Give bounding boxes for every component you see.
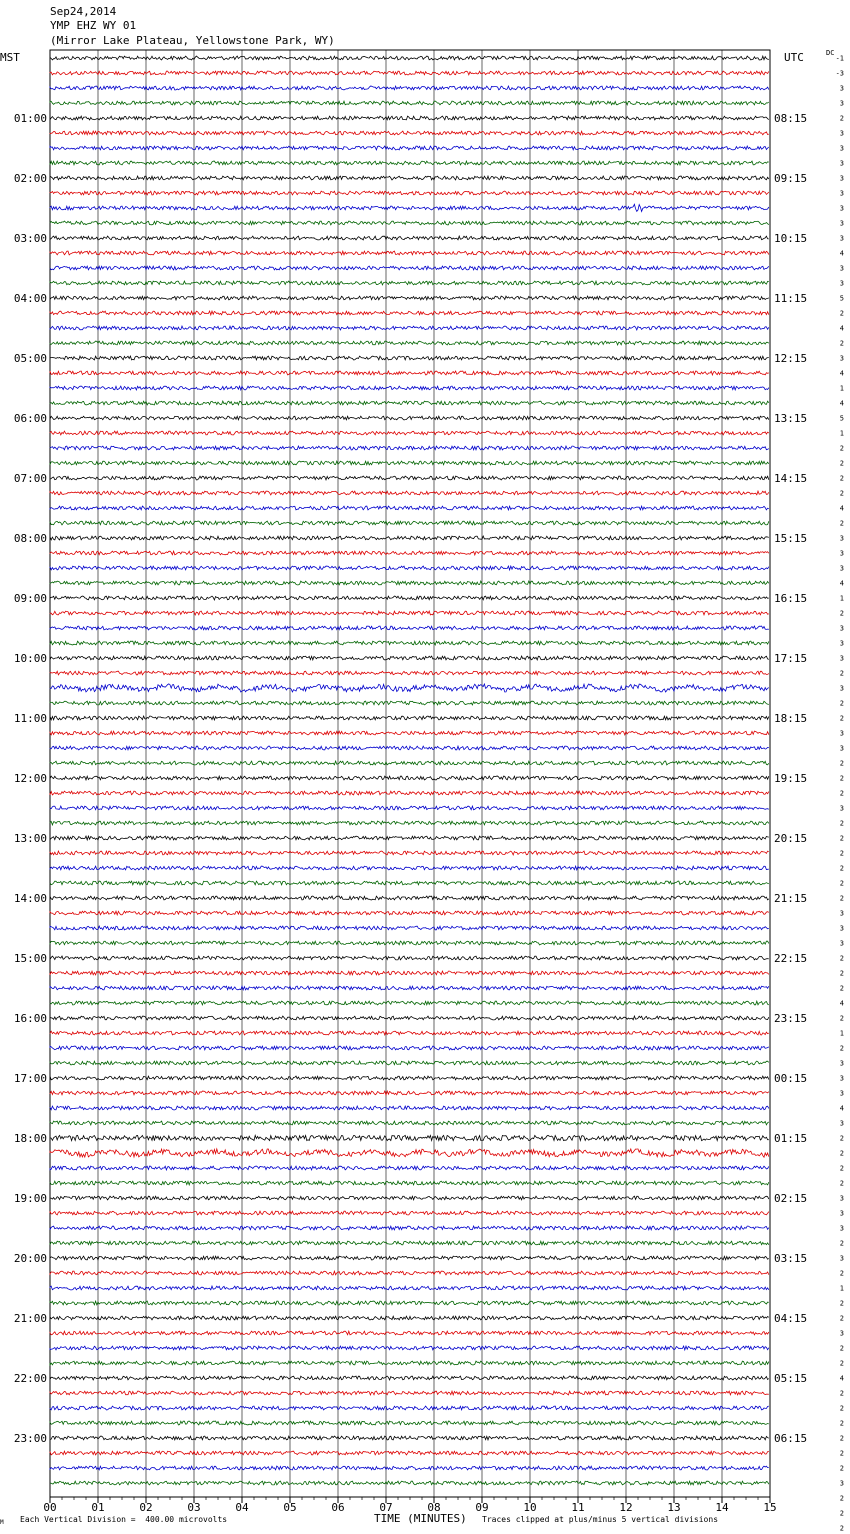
utc-hour-label-12: 19:15 [774, 772, 808, 785]
trace-row-86 [50, 1346, 769, 1350]
dc-offset-19: 2 [839, 339, 844, 348]
trace-row-85 [50, 1331, 769, 1335]
utc-hour-label-2: 09:15 [774, 172, 808, 185]
mst-hour-label-10: 10:00 [13, 652, 47, 665]
mst-hour-label-17: 17:00 [13, 1072, 47, 1085]
trace-row-47 [50, 761, 769, 765]
trace-row-1 [50, 71, 769, 75]
x-tick-label-4: 04 [235, 1501, 249, 1514]
utc-hour-label-13: 20:15 [774, 832, 808, 845]
trace-row-83 [50, 1301, 769, 1305]
dc-offset-80: 3 [839, 1254, 844, 1263]
x-tick-label-14: 14 [715, 1501, 729, 1514]
trace-row-87 [50, 1361, 769, 1365]
dc-offset-50: 3 [839, 804, 844, 813]
x-tick-label-1: 01 [91, 1501, 105, 1514]
mst-hour-label-1: 01:00 [13, 112, 47, 125]
mst-hour-label-7: 07:00 [13, 472, 47, 485]
mst-hour-label-16: 16:00 [13, 1012, 47, 1025]
dc-offset-15: 3 [839, 279, 844, 288]
mst-hour-label-12: 12:00 [13, 772, 47, 785]
trace-row-39 [50, 641, 769, 645]
trace-row-89 [50, 1391, 769, 1395]
dc-offset-85: 3 [839, 1329, 844, 1338]
utc-hour-label-19: 02:15 [774, 1192, 808, 1205]
trace-row-33 [50, 551, 769, 555]
mst-hour-label-3: 03:00 [13, 232, 47, 245]
mst-hour-label-14: 14:00 [13, 892, 47, 905]
trace-row-46 [50, 746, 769, 750]
dc-offset-60: 2 [839, 954, 844, 963]
trace-row-7 [50, 161, 769, 165]
dc-offset-82: 1 [839, 1284, 844, 1293]
utc-hour-label-7: 14:15 [774, 472, 808, 485]
dc-offset-79: 2 [839, 1239, 844, 1248]
trace-row-93 [50, 1451, 769, 1455]
dc-offset-72: 2 [839, 1134, 844, 1143]
dc-offset-38: 3 [839, 624, 844, 633]
x-tick-label-11: 11 [571, 1501, 585, 1514]
header-location: (Mirror Lake Plateau, Yellowstone Park, WY) [50, 34, 335, 47]
trace-row-31 [50, 521, 769, 525]
utc-hour-label-6: 13:15 [774, 412, 808, 425]
dc-offset-57: 3 [839, 909, 844, 918]
trace-row-71 [50, 1121, 769, 1125]
mst-hour-label-13: 13:00 [13, 832, 47, 845]
dc-offset-81: 2 [839, 1269, 844, 1278]
trace-row-18 [50, 326, 769, 330]
dc-offset-59: 3 [839, 939, 844, 948]
trace-row-63 [50, 1001, 769, 1005]
dc-offset-49: 2 [839, 789, 844, 798]
x-tick-label-0: 00 [43, 1501, 57, 1514]
trace-row-55 [50, 881, 769, 885]
x-tick-label-8: 08 [427, 1501, 441, 1514]
trace-row-48 [50, 776, 769, 780]
trace-row-58 [50, 926, 769, 930]
dc-offset-35: 4 [839, 579, 844, 588]
dc-offset-2: 3 [839, 84, 844, 93]
trace-row-77 [50, 1211, 769, 1215]
trace-row-76 [50, 1196, 769, 1200]
trace-row-67 [50, 1061, 769, 1065]
dc-offset-62: 2 [839, 984, 844, 993]
trace-row-82 [50, 1286, 769, 1290]
dc-offset-3: 3 [839, 99, 844, 108]
trace-row-10 [50, 204, 769, 211]
dc-offset-54: 2 [839, 864, 844, 873]
dc-offset-91: 2 [839, 1419, 844, 1428]
dc-offset-78: 3 [839, 1224, 844, 1233]
dc-offset-66: 2 [839, 1044, 844, 1053]
utc-hour-label-21: 04:15 [774, 1312, 808, 1325]
dc-offset-89: 2 [839, 1389, 844, 1398]
trace-row-20 [50, 356, 769, 360]
utc-hour-label-14: 21:15 [774, 892, 808, 905]
dc-offset-40: 3 [839, 654, 844, 663]
dc-offset-75: 2 [839, 1179, 844, 1188]
dc-offset-1: -3 [835, 69, 844, 78]
dc-offset-95: 3 [839, 1479, 844, 1488]
dc-offset-5: 3 [839, 129, 844, 138]
trace-row-91 [50, 1421, 769, 1425]
utc-hour-label-23: 06:15 [774, 1432, 808, 1445]
utc-hour-label-4: 11:15 [774, 292, 808, 305]
trace-row-45 [50, 731, 769, 735]
dc-offset-32: 3 [839, 534, 844, 543]
dc-offset-69: 3 [839, 1089, 844, 1098]
dc-offset-61: 2 [839, 969, 844, 978]
dc-offset-45: 3 [839, 729, 844, 738]
dc-offset-67: 3 [839, 1059, 844, 1068]
trace-row-84 [50, 1316, 769, 1320]
dc-offset-98: 2 [839, 1524, 844, 1533]
dc-offset-30: 4 [839, 504, 844, 513]
dc-offset-83: 2 [839, 1299, 844, 1308]
footer-mark: M [0, 1519, 4, 1526]
utc-hour-label-10: 17:15 [774, 652, 808, 665]
mst-hour-label-8: 08:00 [13, 532, 47, 545]
dc-offset-36: 1 [839, 594, 844, 603]
trace-row-50 [50, 806, 769, 810]
trace-row-59 [50, 941, 769, 945]
mst-hour-label-9: 09:00 [13, 592, 47, 605]
trace-row-12 [50, 236, 769, 240]
trace-row-35 [50, 581, 769, 585]
dc-offset-74: 2 [839, 1164, 844, 1173]
dc-offset-22: 1 [839, 384, 844, 393]
dc-offset-90: 2 [839, 1404, 844, 1413]
trace-row-36 [50, 596, 769, 600]
dc-offset-0: -1 [835, 54, 844, 63]
dc-offset-64: 2 [839, 1014, 844, 1023]
dc-offset-97: 2 [839, 1509, 844, 1518]
trace-row-4 [50, 116, 769, 120]
utc-hour-label-17: 00:15 [774, 1072, 808, 1085]
trace-row-26 [50, 446, 769, 450]
trace-row-42 [50, 684, 769, 692]
trace-row-21 [50, 371, 769, 375]
utc-hour-label-5: 12:15 [774, 352, 808, 365]
mst-hour-label-18: 18:00 [13, 1132, 47, 1145]
mst-hour-label-2: 02:00 [13, 172, 47, 185]
trace-row-54 [50, 866, 769, 870]
dc-label: DC [826, 49, 835, 57]
mst-hour-label-11: 11:00 [13, 712, 47, 725]
dc-offset-39: 3 [839, 639, 844, 648]
dc-offset-26: 2 [839, 444, 844, 453]
dc-offset-13: 4 [839, 249, 844, 258]
trace-row-24 [50, 416, 769, 420]
dc-offset-88: 4 [839, 1374, 844, 1383]
dc-offset-84: 2 [839, 1314, 844, 1323]
x-tick-label-6: 06 [331, 1501, 345, 1514]
dc-offset-4: 2 [839, 114, 844, 123]
trace-row-69 [50, 1091, 769, 1095]
dc-offset-86: 2 [839, 1344, 844, 1353]
trace-row-43 [50, 701, 769, 705]
trace-row-51 [50, 821, 769, 825]
dc-offset-63: 4 [839, 999, 844, 1008]
utc-hour-label-18: 01:15 [774, 1132, 808, 1145]
x-axis-label: TIME (MINUTES) [374, 1512, 467, 1525]
mst-hour-label-22: 22:00 [13, 1372, 47, 1385]
trace-row-15 [50, 281, 769, 285]
dc-offset-51: 2 [839, 819, 844, 828]
trace-row-61 [50, 971, 769, 975]
dc-offset-42: 3 [839, 684, 844, 693]
x-tick-label-5: 05 [283, 1501, 297, 1514]
trace-row-92 [50, 1436, 769, 1440]
utc-hour-label-1: 08:15 [774, 112, 808, 125]
dc-offset-17: 2 [839, 309, 844, 318]
trace-row-90 [50, 1406, 769, 1410]
x-tick-label-7: 07 [379, 1501, 393, 1514]
mst-hour-label-5: 05:00 [13, 352, 47, 365]
dc-offset-94: 2 [839, 1464, 844, 1473]
trace-row-68 [50, 1076, 769, 1080]
dc-offset-76: 3 [839, 1194, 844, 1203]
dc-offset-31: 2 [839, 519, 844, 528]
dc-offset-33: 3 [839, 549, 844, 558]
dc-offset-16: 5 [839, 294, 844, 303]
trace-row-14 [50, 266, 769, 270]
trace-row-11 [50, 221, 769, 225]
trace-row-65 [50, 1031, 769, 1035]
dc-offset-11: 3 [839, 219, 844, 228]
header-station: YMP EHZ WY 01 [50, 19, 137, 32]
utc-hour-label-16: 23:15 [774, 1012, 808, 1025]
trace-row-5 [50, 131, 769, 135]
trace-row-57 [50, 911, 769, 915]
dc-offset-70: 4 [839, 1104, 844, 1113]
trace-row-79 [50, 1241, 769, 1245]
dc-offset-34: 3 [839, 564, 844, 573]
x-tick-label-3: 03 [187, 1501, 201, 1514]
dc-offset-55: 2 [839, 879, 844, 888]
x-tick-label-9: 09 [475, 1501, 489, 1514]
dc-offset-8: 3 [839, 174, 844, 183]
trace-row-6 [50, 146, 769, 150]
dc-offset-52: 2 [839, 834, 844, 843]
dc-offset-6: 3 [839, 144, 844, 153]
trace-row-37 [50, 611, 769, 615]
trace-row-73 [50, 1149, 769, 1157]
dc-offset-41: 2 [839, 669, 844, 678]
dc-offset-53: 2 [839, 849, 844, 858]
x-tick-label-12: 12 [619, 1501, 633, 1514]
x-tick-label-15: 15 [763, 1501, 777, 1514]
trace-row-27 [50, 461, 769, 465]
trace-row-44 [50, 716, 769, 720]
dc-offset-71: 3 [839, 1119, 844, 1128]
trace-row-22 [50, 386, 769, 390]
dc-offset-9: 3 [839, 189, 844, 198]
dc-offset-12: 3 [839, 234, 844, 243]
trace-row-17 [50, 311, 769, 315]
dc-offset-18: 4 [839, 324, 844, 333]
trace-row-75 [50, 1181, 769, 1185]
dc-offset-21: 4 [839, 369, 844, 378]
x-tick-label-10: 10 [523, 1501, 537, 1514]
trace-row-74 [50, 1166, 769, 1170]
dc-offset-46: 3 [839, 744, 844, 753]
trace-row-52 [50, 836, 769, 840]
dc-offset-65: 1 [839, 1029, 844, 1038]
dc-offset-87: 2 [839, 1359, 844, 1368]
mst-hour-label-21: 21:00 [13, 1312, 47, 1325]
footer-scale: Each Vertical Division = 400.00 microvolts [20, 1515, 228, 1524]
mst-hour-label-6: 06:00 [13, 412, 47, 425]
x-tick-label-13: 13 [667, 1501, 681, 1514]
dc-offset-44: 2 [839, 714, 844, 723]
dc-offset-47: 2 [839, 759, 844, 768]
dc-offset-10: 3 [839, 204, 844, 213]
dc-offset-29: 2 [839, 489, 844, 498]
utc-label: UTC [784, 51, 804, 64]
mst-hour-label-19: 19:00 [13, 1192, 47, 1205]
dc-offset-56: 2 [839, 894, 844, 903]
mst-hour-label-23: 23:00 [13, 1432, 47, 1445]
trace-row-64 [50, 1016, 769, 1020]
trace-row-23 [50, 401, 769, 405]
trace-row-9 [50, 191, 769, 195]
dc-offset-58: 3 [839, 924, 844, 933]
trace-row-80 [50, 1256, 769, 1260]
dc-offset-77: 3 [839, 1209, 844, 1218]
x-tick-label-2: 02 [139, 1501, 153, 1514]
header-date: Sep24,2014 [50, 5, 117, 18]
trace-row-95 [50, 1481, 769, 1485]
trace-row-40 [50, 656, 769, 660]
trace-row-13 [50, 251, 769, 255]
trace-row-53 [50, 851, 769, 855]
mst-hour-label-20: 20:00 [13, 1252, 47, 1265]
dc-offset-24: 5 [839, 414, 844, 423]
trace-row-25 [50, 431, 769, 435]
trace-row-3 [50, 101, 769, 105]
trace-row-34 [50, 566, 769, 570]
trace-row-32 [50, 536, 769, 540]
trace-row-56 [50, 896, 769, 900]
trace-row-62 [50, 986, 769, 990]
utc-hour-label-15: 22:15 [774, 952, 808, 965]
trace-row-0 [50, 56, 769, 60]
trace-row-30 [50, 506, 769, 510]
dc-offset-28: 2 [839, 474, 844, 483]
dc-offset-48: 2 [839, 774, 844, 783]
trace-row-19 [50, 341, 769, 345]
mst-hour-label-15: 15:00 [13, 952, 47, 965]
dc-offset-37: 2 [839, 609, 844, 618]
dc-offset-14: 3 [839, 264, 844, 273]
dc-offset-92: 2 [839, 1434, 844, 1443]
dc-offset-96: 2 [839, 1494, 844, 1503]
utc-hour-label-20: 03:15 [774, 1252, 808, 1265]
dc-offset-23: 4 [839, 399, 844, 408]
dc-offset-73: 2 [839, 1149, 844, 1158]
trace-row-88 [50, 1376, 769, 1380]
dc-offset-27: 2 [839, 459, 844, 468]
dc-offset-43: 2 [839, 699, 844, 708]
trace-row-29 [50, 491, 769, 495]
dc-offset-20: 3 [839, 354, 844, 363]
trace-row-49 [50, 791, 769, 795]
trace-row-66 [50, 1046, 769, 1050]
dc-offset-7: 3 [839, 159, 844, 168]
trace-row-70 [50, 1106, 769, 1110]
mst-label: MST [0, 51, 20, 64]
utc-hour-label-9: 16:15 [774, 592, 808, 605]
trace-row-2 [50, 86, 769, 90]
dc-offset-68: 3 [839, 1074, 844, 1083]
utc-hour-label-22: 05:15 [774, 1372, 808, 1385]
utc-hour-label-11: 18:15 [774, 712, 808, 725]
trace-row-78 [50, 1226, 769, 1230]
utc-hour-label-3: 10:15 [774, 232, 808, 245]
dc-offset-93: 2 [839, 1449, 844, 1458]
trace-row-72 [50, 1135, 769, 1140]
trace-row-16 [50, 296, 769, 300]
trace-row-94 [50, 1466, 769, 1470]
dc-offset-25: 1 [839, 429, 844, 438]
trace-row-41 [50, 671, 769, 675]
trace-row-60 [50, 956, 769, 960]
trace-row-81 [50, 1271, 769, 1275]
trace-row-38 [50, 626, 769, 630]
mst-hour-label-4: 04:00 [13, 292, 47, 305]
utc-hour-label-8: 15:15 [774, 532, 808, 545]
trace-row-28 [50, 476, 769, 480]
footer-clip-note: Traces clipped at plus/minus 5 vertical divisions [482, 1515, 719, 1524]
trace-row-8 [50, 176, 769, 180]
